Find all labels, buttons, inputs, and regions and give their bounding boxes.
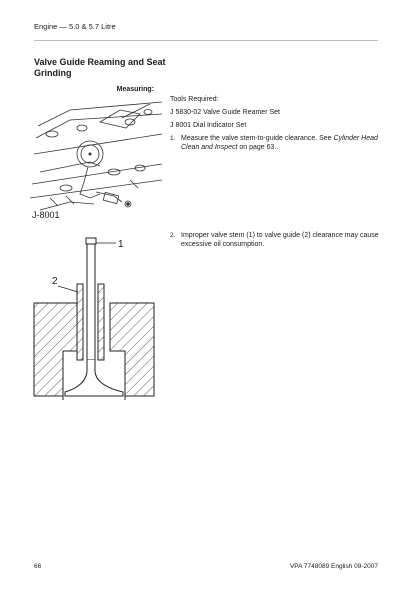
step-text: Measure the valve stem-to-guide clearance. See: [181, 135, 334, 142]
tool-label-j8001: J-8001: [32, 210, 60, 220]
step-clearance-warning: Improper valve stem (1) to valve guide (2) clearance may cause excessive oil consumption.: [181, 232, 379, 248]
dial-indicator-illustration: [30, 92, 162, 230]
document-reference: VPA 7748089 English 09-2007: [289, 563, 378, 570]
header-divider: [34, 40, 378, 41]
step-number: 1.: [170, 135, 176, 142]
cross-reference-link[interactable]: Cylinder Head Clean and Inspect: [181, 135, 378, 151]
step-text: on page 63..: [237, 144, 279, 151]
page-number: 66: [34, 563, 42, 570]
tools-heading: Tools Required:: [170, 96, 219, 103]
measuring-subheading: Measuring:: [116, 86, 154, 93]
running-header: Engine — 5.0 & 5.7 Litre: [34, 22, 116, 31]
callout-valve-guide: 2: [52, 276, 58, 287]
callout-valve-stem: 1: [118, 239, 124, 250]
step-number: 2.: [170, 232, 176, 239]
step-measure-clearance: [181, 134, 381, 152]
valve-guide-cross-section: [30, 232, 162, 407]
tool-item-dial-indicator: J 8001 Dial Indicator Set: [170, 122, 247, 129]
tool-item-reamer: J 5830-02 Valve Guide Reamer Set: [170, 109, 280, 116]
section-title: Valve Guide Reaming and Seat Grinding: [34, 57, 166, 78]
